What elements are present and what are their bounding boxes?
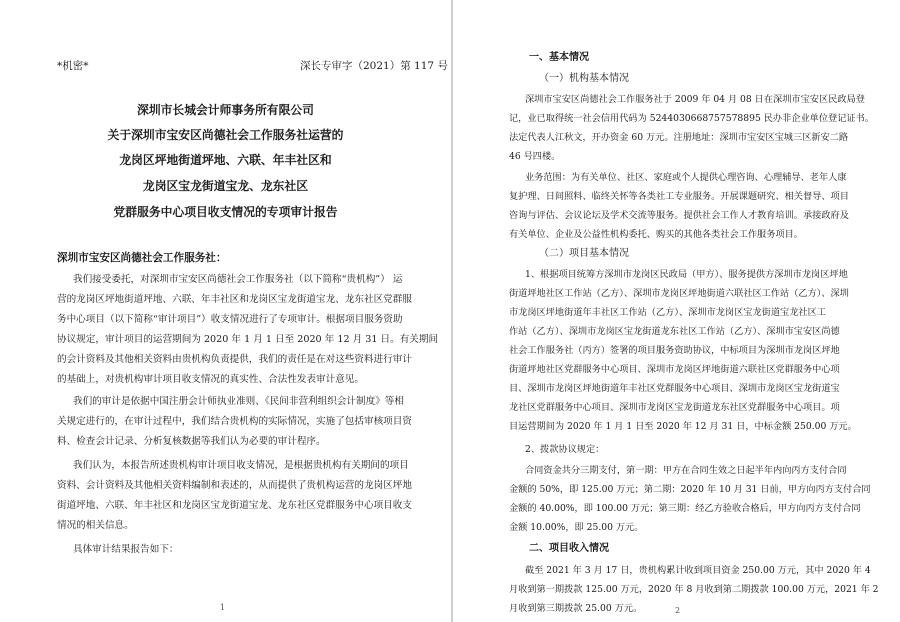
report-title-line: 关于深圳市宝安区尚德社会工作服务社运营的 xyxy=(107,128,344,142)
page-number: 1 xyxy=(220,603,226,612)
section-heading: 一、基本情况 xyxy=(529,52,589,63)
page-2 xyxy=(453,0,900,622)
addressee: 深圳市宝安区尚德社会工作服务社： xyxy=(57,252,227,264)
confidential-mark: *机密* xyxy=(57,60,89,72)
body-line: 复护理、日间照料、临终关怀等各类社工专业服务。开展课题研究、相关督导、项目 xyxy=(509,191,849,202)
report-title-line: 党群服务中心项目收支情况的专项审计报告 xyxy=(113,205,338,219)
item-heading: 2、拨款协议规定： xyxy=(525,444,605,455)
body-line: 金额 10.00%，即 25.00 万元。 xyxy=(509,522,644,533)
body-line: 务中心项目（以下简称“审计项目”）收支情况进行了专项审计。根据项目服务资助 xyxy=(57,314,403,325)
subsection-heading: （二）项目基本情况 xyxy=(539,248,629,259)
body-line: 协议规定，审计项目的运营期间为 2020 年 1 月 1 日至 2020 年 12 月 31 日。有关期间 xyxy=(57,334,439,345)
body-line: 街道坪地社区党群服务中心项目、深圳市龙岗区坪地街道六联社区党群服务中心项 xyxy=(509,364,840,375)
body-line: 街道坪地、六联、年丰社区和龙岗区宝龙街道宝龙、龙东社区党群服务中心项目收支 xyxy=(57,500,412,511)
body-line: 1、根据项目统筹方深圳市龙岗区民政局（甲方）、服务提供方深圳市龙岗区坪地 xyxy=(525,269,848,280)
page-number: 2 xyxy=(675,606,681,615)
body-line: 金额的 50%，即 125.00 万元；第二期：2020 年 10 月 31 日前，甲方向丙方支付合同 xyxy=(509,484,871,495)
body-line: 业务范围：为有关单位、社区、家庭或个人提供心理咨询、心理辅导、老年人康 xyxy=(525,172,847,183)
body-line: 记，业已取得统一社会信用代码为 52440306687575788​95 民办非企业单位登记证书。 xyxy=(509,113,874,124)
body-line: 目运营期间为 2020 年 1 月 1 日至 2020 年 12 月 31 日，中标金额 250.00 万元。 xyxy=(509,421,857,432)
subsection-heading: （一）机构基本情况 xyxy=(539,73,629,84)
section-heading: 二、项目收入情况 xyxy=(529,543,609,554)
document-number: 深长专审字（2021）第 117 号 xyxy=(300,60,448,72)
body-line: 具体审计结果报告如下： xyxy=(73,544,179,555)
body-line: 我们的审计是依据中国注册会计师执业准则、《民间非营利组织会计制度》等相 xyxy=(73,396,404,407)
body-line: 市龙岗区坪地街道年丰社区工作站（乙方）、深圳市龙岗区宝龙街道宝龙社区工 xyxy=(509,307,826,318)
body-line: 关规定进行的，在审计过程中，我们结合贵机构的实际情况，实施了包括审核项目资 xyxy=(57,416,412,427)
body-line: 合同资金共分三期支付，第一期：甲方在合同生效之日起半年内向丙方支付合同 xyxy=(525,465,847,476)
body-line: 目、深圳市龙岗区坪地街道年丰社区党群服务中心项目、深圳市龙岗区宝龙街道宝 xyxy=(509,383,840,394)
body-line: 社会工作服务社（丙方）签署的项目服务资助协议，中标项目为深圳市龙岗区坪地 xyxy=(509,345,840,356)
body-line: 法定代表人江秋文，开办资金 60 万元。注册地址：深圳市宝安区宝城三区新安二路 xyxy=(509,132,849,143)
body-line: 月收到第一期拨款 125.00 万元，2020 年 8 月收到第二期拨款 100.00 万元，2021 年 2 xyxy=(509,584,879,595)
body-line: 金额的 40.00%，即 100.00 万元；第三期：经乙方验收合格后，甲方向丙方支付合同 xyxy=(509,503,861,514)
body-line: 龙社区党群服务中心项目、深圳市龙岗区宝龙街道龙东社区党群服务中心项目。项 xyxy=(509,402,840,413)
body-line: 深圳市宝安区尚德社会工作服务社于 2009 年 04 月 08 日在深圳市宝安区民政局登 xyxy=(525,94,865,105)
body-line: 资料、会计资料及其他相关资料编制和表述的，从而提供了贵机构运营的龙岗区坪地 xyxy=(57,480,412,491)
body-line: 的会计资料及其他相关资料由贵机构负责提供，我们的责任是在对这些资料进行审计 xyxy=(57,354,412,365)
body-line: 料、检查会计记录、分析复核数据等我们认为必要的审计程序。 xyxy=(57,436,326,447)
body-line: 46 号四楼。 xyxy=(509,151,561,162)
body-line: 咨询与评估、会议论坛及学术交流等服务。提供社会工作人才教育培训。承接政府及 xyxy=(509,210,849,221)
report-title-line: 龙岗区宝龙街道宝龙、龙东社区 xyxy=(142,179,309,193)
body-line: 作站（乙方）、深圳市龙岗区宝龙街道龙东社区工作站（乙方）、深圳市宝安区尚德 xyxy=(509,326,840,337)
body-line: 有关单位、企业及公益性机构委托、购买的其他各类社会工作服务项目。 xyxy=(509,229,803,240)
body-line: 我们接受委托，对深圳市宝安区尚德社会工作服务社（以下简称“贵机构”） 运 xyxy=(73,274,403,285)
body-line: 截至 2021 年 3 月 17 日，贵机构累计收到项目资金 250.00 万元，其中 2020 年 4 xyxy=(525,565,871,576)
body-line: 我们认为，本报告所述贵机构审计项目收支情况，是根据贵机构有关期间的项目 xyxy=(73,460,409,471)
body-line: 的基础上，对贵机构审计项目收支情况的真实性、合法性发表审计意见。 xyxy=(57,374,364,385)
body-line: 街道坪地社区工作站（乙方）、深圳市龙岗区坪地街道六联社区工作站（乙方）、深圳 xyxy=(509,288,849,299)
report-title-line: 深圳市长城会计师事务所有限公司 xyxy=(137,103,314,117)
body-line: 营的龙岗区坪地街道坪地、六联、年丰社区和龙岗区宝龙街道宝龙、龙东社区党群服 xyxy=(57,294,412,305)
report-title-line: 龙岗区坪地街道坪地、六联、年丰社区和 xyxy=(119,153,332,167)
body-line: 情况的相关信息。 xyxy=(57,520,134,531)
body-line: 月收到第三期拨款 25.00 万元。 xyxy=(509,603,643,614)
